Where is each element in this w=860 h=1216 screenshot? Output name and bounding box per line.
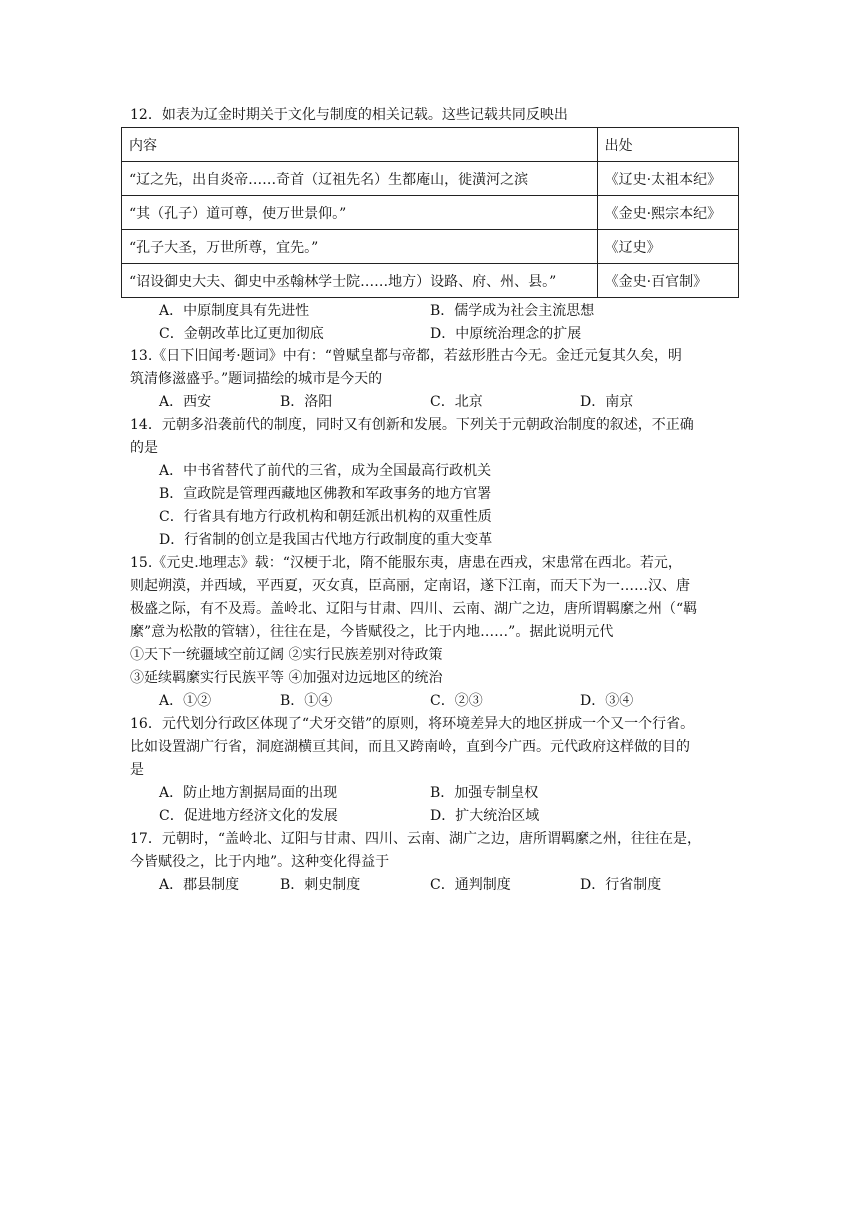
q16-option-b[interactable]: B．加强专制皇权 [430,785,539,801]
q12-option-c[interactable]: C．金朝改革比辽更加彻底 [159,326,324,342]
table-cell-source: 《金史·熙宗本纪》 [597,196,738,230]
q16-stem-line-3: 是 [130,762,144,778]
q15-statements-line-2: ③延续羁縻实行民族平等 ④加强对边远地区的统治 [130,670,443,686]
table-header-content: 内容 [122,128,598,162]
q12-stem: 12．如表为辽金时期关于文化与制度的相关记载。这些记载共同反映出 [130,107,568,123]
q13-option-c[interactable]: C．北京 [430,394,483,410]
q16-stem-line-2: 比如设置湖广行省，洞庭湖横亘其间，而且又跨南岭，直到今广西。元代政府这样做的目的 [130,739,690,755]
q12-source-table [121,127,739,298]
table-row [122,230,739,264]
q16-stem-line-1: 16．元代划分行政区体现了“犬牙交错”的原则，将环境差异大的地区拼成一个又一个行省。 [130,716,695,732]
q14-option-d[interactable]: D．行省制的创立是我国古代地方行政制度的重大变革 [159,532,493,548]
table-cell-source: 《辽史》 [597,230,738,264]
q17-stem-line-1: 17．元朝时，“盖岭北、辽阳与甘肃、四川、云南、湖广之边，唐所谓羁縻之州，往往在是， [130,831,701,847]
table-cell-source: 《辽史·太祖本纪》 [597,162,738,196]
q17-option-b[interactable]: B．刺史制度 [280,877,361,893]
q15-stem-line-3: 极盛之际，有不及焉。盖岭北、辽阳与甘肃、四川、云南、湖广之边，唐所谓羁縻之州（“羁 [130,601,698,617]
table-cell-content: “孔子大圣，万世所尊，宜先。” [122,230,598,264]
table-header-source: 出处 [597,128,738,162]
q12-option-a[interactable]: A．中原制度具有先进性 [159,303,310,319]
q17-option-c[interactable]: C．通判制度 [430,877,511,893]
q16-option-d[interactable]: D．扩大统治区域 [430,808,540,824]
table-header-row [122,128,739,162]
q13-stem-line-2: 筑清修滋盛乎。”题词描绘的城市是今天的 [130,371,383,387]
q15-option-b[interactable]: B．①④ [280,693,333,709]
q12-option-d[interactable]: D．中原统治理念的扩展 [430,326,582,342]
q15-stem-line-2: 则起朔漠，并西域，平西夏，灭女真，臣高丽，定南诏，遂下江南，而天下为一……汉、唐 [130,578,690,594]
q14-option-b[interactable]: B．宣政院是管理西藏地区佛教和军政事务的地方官署 [159,486,492,502]
table-cell-content: “诏设御史大夫、御史中丞翰林学士院……地方）设路、府、州、县。” [122,264,598,298]
q15-option-a[interactable]: A．①② [159,693,212,709]
table-row [122,196,739,230]
table-row [122,264,739,298]
q17-option-a[interactable]: A．郡县制度 [159,877,240,893]
q15-option-c[interactable]: C．②③ [430,693,483,709]
q14-option-a[interactable]: A．中书省替代了前代的三省，成为全国最高行政机关 [159,463,492,479]
table-row [122,162,739,196]
q14-option-c[interactable]: C．行省具有地方行政机构和朝廷派出机构的双重性质 [159,509,492,525]
q16-option-a[interactable]: A．防止地方割据局面的出现 [159,785,338,801]
q15-stem-line-1: 15.《元史.地理志》载：“汉梗于北，隋不能服东夷，唐患在西戎，宋患常在西北。若元， [130,555,682,571]
q12-option-b[interactable]: B．儒学成为社会主流思想 [430,303,595,319]
q13-option-b[interactable]: B．洛阳 [280,394,333,410]
table-cell-source: 《金史·百官制》 [597,264,738,298]
q13-option-d[interactable]: D．南京 [580,394,634,410]
table-cell-content: “其（孔子）道可尊，使万世景仰。” [122,196,598,230]
q15-statements-line-1: ①天下一统疆域空前辽阔 ②实行民族差别对待政策 [130,647,443,663]
q14-stem-line-1: 14．元朝多沿袭前代的制度，同时又有创新和发展。下列关于元朝政治制度的叙述，不正确 [130,417,694,433]
q16-option-c[interactable]: C．促进地方经济文化的发展 [159,808,338,824]
q17-stem-line-2: 今皆赋役之，比于内地”。这种变化得益于 [130,854,390,870]
q14-stem-line-2: 的是 [130,440,158,456]
q13-option-a[interactable]: A．西安 [159,394,212,410]
q15-option-d[interactable]: D．③④ [580,693,634,709]
q15-stem-line-4: 縻”意为松散的管辖），往往在是，今皆赋役之，比于内地……”。据此说明元代 [130,624,614,640]
q17-option-d[interactable]: D．行省制度 [580,877,662,893]
q13-stem-line-1: 13.《日下旧闻考·题词》中有：“曾赋皇都与帝都，若兹形胜古今无。金迁元复其久矣，明 [130,348,682,364]
table-cell-content: “辽之先，出自炎帝……奇首（辽祖先名）生都庵山，徙潢河之滨 [122,162,598,196]
